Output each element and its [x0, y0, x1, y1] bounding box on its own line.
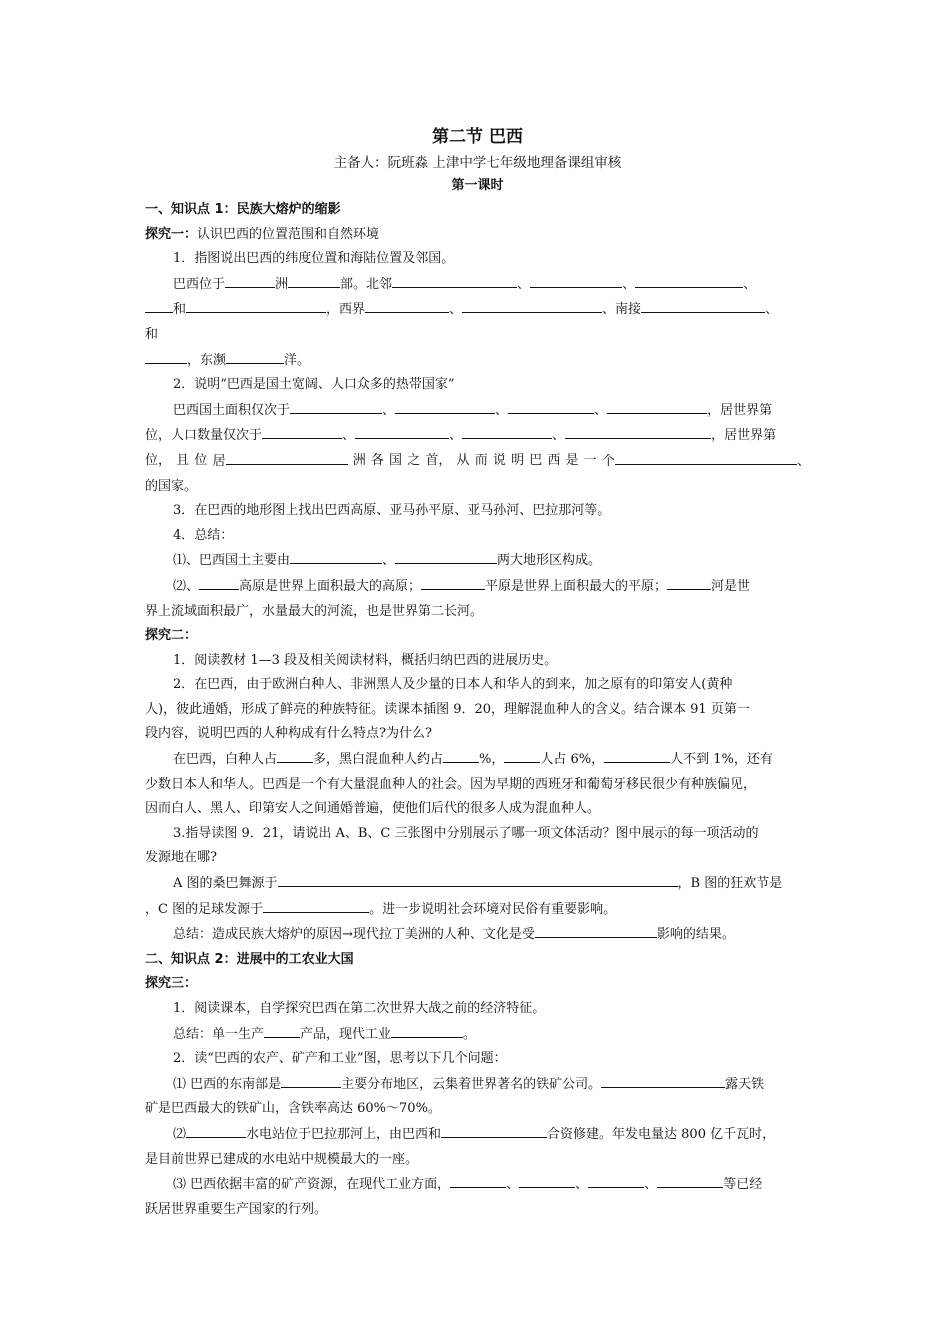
q2-text-a: 巴西国土面积仅次于: [173, 402, 291, 418]
blank-north-4[interactable]: [145, 297, 173, 313]
q2-char: 洲: [352, 452, 366, 468]
blank-north-2[interactable]: [530, 272, 622, 288]
blank-modern-industry[interactable]: [391, 1022, 463, 1038]
e2-item-2-line-2: 人)，彼此通婚，形成了鲜亮的种族特征。读课本插图 9．20，理解混血种人的含义。结合课本 91 页第一: [145, 701, 750, 717]
blank-country-type[interactable]: [615, 449, 797, 465]
q2-char: 明: [511, 452, 525, 468]
e3-hydro-line: [145, 1122, 810, 1148]
e3-item-1: 1．阅读课本，自学探究巴西在第二次世界大战之前的经济特征。: [173, 1001, 546, 1016]
blank-mixed-percent[interactable]: [443, 747, 479, 763]
e2-text-3b: 多，黑白混血种人约占: [313, 752, 444, 768]
q1-text-a: 巴西位于: [173, 276, 226, 292]
e2-item-1: 1．阅读教材 1—3 段及相关阅读材料，概括归纳巴西的进展历史。: [173, 652, 558, 668]
e2-item-3-line-2: 发源地在哪?: [145, 850, 217, 866]
worksheet-page: [145, 122, 810, 1222]
q2-seg-ge: [602, 449, 810, 475]
q2-text-rank-1: ，居世界第: [707, 402, 773, 418]
e3-text-6c: 合资修建。年发电量达 800 亿千瓦时，: [547, 1126, 776, 1142]
q1-text-south: 、南接: [602, 302, 642, 318]
blank-terrain-2[interactable]: [395, 548, 497, 564]
blank-pop-2[interactable]: [355, 423, 449, 439]
explore-2-label: 探究二：: [145, 628, 198, 644]
question-1: 1．指图说出巴西的纬度位置和海陆位置及邻国。: [173, 251, 455, 267]
explore-3-label: 探究三：: [145, 976, 198, 992]
blank-football-origin[interactable]: [263, 897, 369, 913]
q4-text-1b: 两大地形区构成。: [497, 553, 602, 569]
q2-char: 且: [176, 452, 190, 468]
q4-text-2b: 高原是世界上面积最大的高原；: [239, 578, 422, 594]
blank-area-4[interactable]: [607, 398, 707, 414]
blank-north-1[interactable]: [392, 272, 517, 288]
q1-text-and: 和: [173, 302, 187, 318]
blank-industry-1[interactable]: [450, 1172, 506, 1188]
q2-text-rank-2: ，居世界第: [711, 428, 777, 444]
question-3: 3．在巴西的地形图上找出巴西高原、亚马孙平原、亚马孙河、巴拉那河等。: [173, 503, 611, 519]
e2-text-9a: 总结：造成民族大熔炉的原因→现代拉丁美洲的人种、文化是受: [173, 927, 535, 943]
e2-item-2-line-1: 2．在巴西，由于欧洲白种人、非洲黑人及少量的日本人和华人的到来，加之原有的印第安人(黄种: [173, 677, 733, 693]
q4-text-2c: 平原是世界上面积最大的平原；: [485, 578, 668, 594]
e2-text-5: 因而白人、黑人、印第安人之间通婚普遍，使他们后代的很多人成为混血种人。: [145, 801, 601, 817]
e2-text-3d: 人占 6%，: [540, 752, 605, 768]
e2-text-8a: ，C 图的足球发源于: [145, 901, 264, 917]
q1-text-c: 部。北邻: [340, 276, 393, 292]
q2-char: 个: [601, 453, 615, 469]
blank-area-1[interactable]: [290, 398, 382, 414]
q2-char: 之: [407, 452, 421, 468]
blank-race-1[interactable]: [504, 747, 540, 763]
e3-sep: 、: [644, 1177, 658, 1193]
q2-line-4: 的国家。: [145, 478, 198, 494]
blank-plateau[interactable]: [199, 574, 239, 590]
q1-text-ocean: 洋。: [284, 352, 311, 368]
e2-text-7b: ，B 图的狂欢节是: [677, 876, 783, 892]
e2-summary-line: [145, 922, 810, 948]
e2-race-line: [145, 747, 810, 773]
e3-text-4a: ⑴ 巴西的东南部是: [173, 1076, 282, 1092]
e3-sep: 、: [575, 1177, 589, 1193]
q2-char: 是: [565, 452, 579, 468]
explore-1-text: 认识巴西的位置范围和自然环境: [197, 226, 380, 242]
blank-hydro-station[interactable]: [186, 1122, 246, 1138]
blank-single-product[interactable]: [264, 1022, 300, 1038]
q2-char: 西: [547, 452, 561, 468]
q2-char: 首，: [425, 452, 452, 468]
q1-line-4: [145, 348, 810, 374]
e3-text-6b: 水电站位于巴拉那河上，由巴西和: [246, 1126, 442, 1142]
blank-industry-2[interactable]: [519, 1172, 575, 1188]
e3-text-2c: 。: [463, 1026, 477, 1042]
question-2: 2．说明“巴西是国土宽阔、人口众多的热带国家”: [173, 377, 455, 393]
e2-text-3c: %，: [479, 752, 505, 768]
e3-text-8a: ⑶ 巴西依据丰富的矿产资源，在现代工业方面，: [173, 1177, 451, 1193]
blank-pop-3[interactable]: [462, 423, 552, 439]
q1-line-1: 巴西位于 洲 部。北邻 、 、 、: [145, 272, 810, 298]
e3-summary-line: [145, 1022, 810, 1048]
blank-terrain-1[interactable]: [290, 548, 382, 564]
blank-influence[interactable]: [535, 922, 657, 938]
blank-area-2[interactable]: [395, 398, 495, 414]
e3-text-4c: 露天铁: [725, 1076, 765, 1092]
blank-pop-4[interactable]: [565, 423, 711, 439]
blank-pop-1[interactable]: [262, 423, 342, 439]
section-1-heading: 一、知识点 1：民族大熔炉的缩影: [145, 202, 341, 217]
e2-item-3-line-1: 3.指导读图 9．21，请说出 A、B、C 三张图中分别展示了哪一项文体活动？图中展示的每一项活动的: [173, 825, 759, 841]
section-2-heading: 二、知识点 2：进展中的工农业大国: [145, 951, 354, 967]
q2-char: 巴: [529, 452, 543, 468]
e3-industry-line: [145, 1172, 810, 1198]
q4-line-1: ⑴、巴西国土主要由 、 两大地形区构成。: [145, 548, 810, 574]
q2-line-3: [145, 449, 810, 475]
blank-samba-origin[interactable]: [278, 871, 678, 887]
blank-region[interactable]: [288, 272, 340, 288]
e3-text-5: 矿是巴西最大的铁矿山，含铁率高达 60%～70%。: [145, 1101, 441, 1117]
q2-char: 说: [492, 452, 506, 468]
explore-1-label: 探究一：: [145, 226, 198, 242]
q4-line-3: 界上流域面积最广，水量最大的河流，也是世界第二长河。: [145, 603, 484, 619]
e2-item-2-line-3: 段内容，说明巴西的人种构成有什么特点?为什么?: [145, 726, 432, 742]
q4-text-2a: ⑵、: [173, 578, 200, 594]
q2-line-1: 巴西国土面积仅次于 、 、 、 ，居世界第: [145, 398, 810, 424]
q2-char: 各: [370, 452, 384, 468]
blank-west-2[interactable]: [462, 297, 602, 313]
blank-latitude[interactable]: [225, 272, 275, 288]
e3-text-4b: 主要分布地区，云集着世界著名的铁矿公司。: [341, 1076, 602, 1092]
q2-char: 、: [796, 453, 810, 469]
page-title: 第二节 巴西: [432, 127, 523, 147]
q1-line-2: 和 ，西界 、 、南接 、: [145, 297, 810, 323]
blank-ocean[interactable]: [226, 348, 284, 364]
blank-west-1[interactable]: [365, 297, 449, 313]
blank-north-5[interactable]: [186, 297, 326, 313]
explore-1-heading: [145, 223, 810, 248]
question-4: 4．总结：: [173, 527, 234, 543]
blank-industry-3[interactable]: [588, 1172, 644, 1188]
q2-char: 从: [456, 452, 470, 468]
blank-continent[interactable]: [226, 449, 348, 465]
e3-sep: 、: [506, 1177, 520, 1193]
e2-text-7a: A 图的桑巴舞源于: [173, 876, 278, 892]
q2-line-2: 位，人口数量仅次于 、 、 、 ，居世界第: [145, 423, 810, 449]
q2-char: 国: [389, 452, 403, 468]
e2-text-8b: 。进一步说明社会环境对民俗有重要影响。: [369, 901, 617, 917]
q2-char: 一: [583, 452, 597, 468]
q1-text-west: ，西界: [326, 302, 366, 318]
blank-partner-country[interactable]: [441, 1122, 547, 1138]
e3-text-6a: ⑵: [173, 1126, 187, 1142]
e2-text-9b: 影响的结果。: [656, 927, 735, 943]
q2-char: 位: [194, 452, 208, 468]
blank-white-percent[interactable]: [277, 747, 313, 763]
e3-text-8c: 等已经: [723, 1177, 763, 1193]
q4-text-1a: ⑴、巴西国土主要由: [173, 553, 291, 569]
q4-text-2d: 河是世: [711, 578, 751, 594]
lesson-label: 第一课时: [451, 178, 504, 193]
q1-line-3: 和: [145, 326, 159, 342]
e2-football-line: [145, 897, 810, 923]
e2-text-3a: 在巴西，白种人占: [173, 752, 278, 768]
q2-char: 而: [474, 452, 488, 468]
q2-char: 位，: [145, 452, 172, 468]
e3-item-2: 2．读“巴西的农产、矿产和工业”图，思考以下几个问题：: [173, 1051, 507, 1067]
q2-char: 居: [212, 453, 226, 469]
blank-area-3[interactable]: [508, 398, 594, 414]
blank-mineral[interactable]: [281, 1072, 341, 1088]
blank-river[interactable]: [667, 574, 711, 590]
q1-text-east: ，东濒: [187, 352, 227, 368]
q1-text-b: 洲: [275, 276, 289, 292]
q2-seg-ju: [213, 449, 348, 475]
blank-industry-4[interactable]: [657, 1172, 723, 1188]
e2-text-3e: 人不到 1%，还有: [670, 752, 773, 768]
q2-text-b: 位，人口数量仅次于: [145, 428, 263, 444]
e3-text-2b: 产品，现代工业: [300, 1026, 392, 1042]
blank-south-2[interactable]: [145, 348, 187, 364]
blank-plain[interactable]: [421, 574, 485, 590]
e3-text-7: 是目前世界已建成的水电站中规模最大的一座。: [145, 1151, 419, 1167]
e3-text-2a: 总结：单一生产: [173, 1026, 265, 1042]
blank-iron-mine[interactable]: [601, 1072, 725, 1088]
e2-text-4: 少数日本人和华人。巴西是一个有大量混血种人的社会。因为早期的西班牙和葡萄牙移民很少有种族偏见，: [145, 776, 757, 792]
e3-iron-line: [145, 1072, 810, 1098]
blank-north-3[interactable]: [635, 272, 743, 288]
blank-south-1[interactable]: [641, 297, 765, 313]
author-line: 主备人：阮班淼 上津中学七年级地理备课组审核: [333, 155, 622, 171]
e3-text-9: 跃居世界重要生产国家的行列。: [145, 1201, 328, 1217]
e2-samba-line: [145, 871, 810, 897]
q4-line-2: [145, 574, 810, 600]
blank-race-2[interactable]: [604, 747, 670, 763]
